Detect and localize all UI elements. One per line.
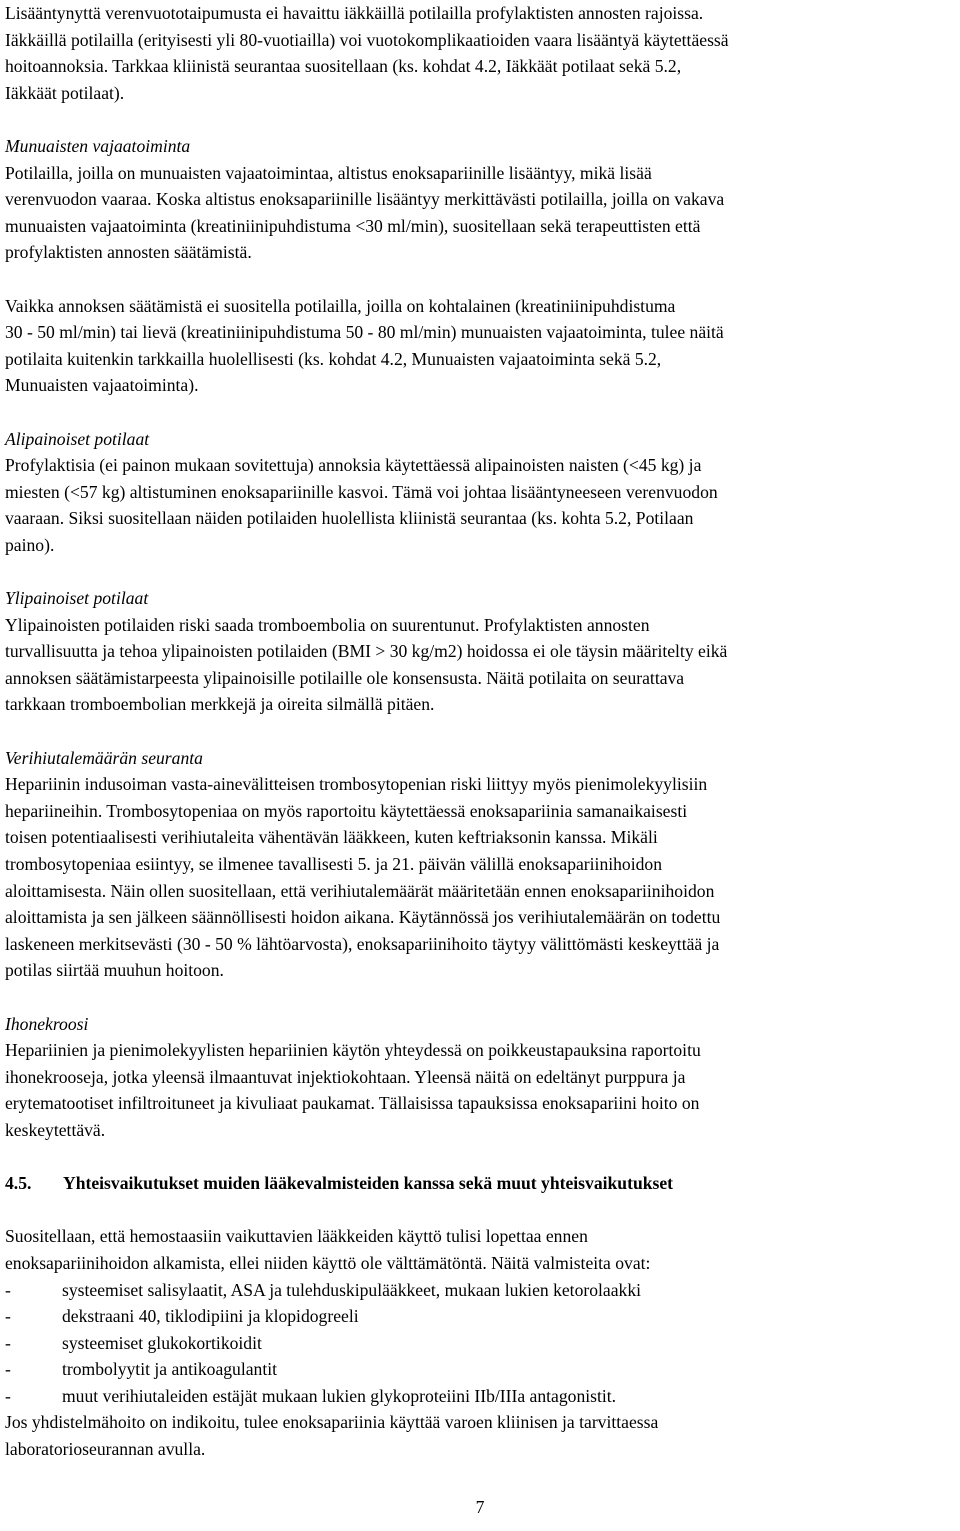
list-item-text: systeemiset salisylaatit, ASA ja tulehduskipulääkkeet, mukaan lukien ketorolaakki [62, 1279, 642, 1300]
text-line: profylaktisten annosten säätämistä. [5, 242, 252, 263]
text-line: hoitoannoksia. Tarkkaa kliinistä seurantaa suositellaan (ks. kohdat 4.2, Iäkkäät potilaat sekä 5.2, [5, 56, 682, 77]
text-line: potilas siirtää muuhun hoitoon. [5, 960, 224, 981]
dash-bullet: - [5, 1385, 11, 1406]
overweight-paragraph [5, 612, 955, 718]
text-line: Ylipainoisten potilaiden riski saada tromboembolia on suurentunut. Profylaktisten annosten [5, 614, 650, 635]
dash-bullet: - [5, 1306, 11, 1327]
text-line: trombosytopeniaa esiintyy, se ilmenee tavallisesti 5. ja 21. päivän välillä enoksapariinihoidon [5, 854, 662, 874]
text-line: paino). [5, 534, 55, 555]
section-title [5, 1170, 955, 1197]
text-line: munuaisten vajaatoiminta (kreatiniinipuhdistuma <30 ml/min), suositellaan sekä terapeuttisten että [5, 215, 701, 236]
necrosis-heading: Ihonekroosi [5, 1013, 89, 1034]
text-line: hepariineihin. Trombosytopeniaa on myös raportoitu käytettäessä enoksapariinia samanaikaisesti [5, 800, 688, 821]
text-line: aloittamisesta. Näin ollen suositellaan, että verihiutalemäärät määritetään ennen enoksapariinihoidon [5, 880, 715, 901]
renal-paragraph-2 [5, 293, 955, 399]
text-line: keskeytettävä. [5, 1119, 106, 1140]
text-line: Potilailla, joilla on munuaisten vajaatoimintaa, altistus enoksapariinille lisääntyy, mikä lisää [5, 162, 652, 183]
document-page [5, 0, 955, 1463]
text-line: tarkkaan tromboembolian merkkejä ja oireita silmällä pitäen. [5, 694, 435, 715]
platelets-section [5, 745, 955, 984]
list-item-text: muut verihiutaleiden estäjät mukaan lukien glykoproteiini IIb/IIIa antagonistit. [62, 1385, 617, 1406]
text-line: miesten (<57 kg) altistuminen enoksapariinille kasvoi. Tämä voi johtaa lisääntyneeseen verenvuodon [5, 481, 718, 502]
text-line: Profylaktisia (ei painon mukaan sovitettuja) annoksia käytettäessä alipainoisten naisten (<45 kg) ja [5, 455, 702, 476]
section-number: 4.5. [5, 1173, 32, 1194]
text-line: Hepariinien ja pienimolekyylisten hepariinien käytön yhteydessä on poikkeustapauksina raportoitu [5, 1040, 701, 1061]
text-line: ihonekrooseja, jotka yleensä ilmaantuvat injektiokohtaan. Yleensä näitä on edeltänyt purppura ja [5, 1066, 686, 1087]
section-title-text: Yhteisvaikutukset muiden lääkevalmisteiden kanssa sekä muut yhteisvaikutukset [63, 1173, 674, 1194]
text-line: erytematootiset infiltroituneet ja kivuliaat paukamat. Tällaisissa tapauksissa enoksapariini hoito on [5, 1093, 700, 1114]
text-line: Vaikka annoksen säätämistä ei suositella potilailla, joilla on kohtalainen (kreatiniinipuhdistuma [5, 295, 676, 316]
text-line: Iäkkäillä potilailla (erityisesti yli 80-vuotiailla) voi vuotokomplikaatioiden vaara lisääntyä käytettäessä [5, 29, 729, 50]
page-number: 7 [475, 1497, 485, 1517]
list-item [5, 1330, 955, 1357]
necrosis-paragraph [5, 1037, 955, 1143]
drug-list [5, 1277, 955, 1410]
list-item-text: systeemiset glukokortikoidit [62, 1332, 262, 1353]
underweight-heading: Alipainoiset potilaat [5, 428, 150, 449]
underweight-section [5, 426, 955, 559]
list-item [5, 1383, 955, 1410]
intro-paragraph [5, 0, 955, 106]
dash-bullet: - [5, 1359, 11, 1380]
platelets-paragraph [5, 771, 955, 984]
text-line: laboratorioseurannan avulla. [5, 1439, 206, 1460]
renal-paragraph-1 [5, 160, 955, 266]
renal-heading: Munuaisten vajaatoiminta [5, 135, 191, 156]
text-line: potilaita kuitenkin tarkkailla huolellisesti (ks. kohdat 4.2, Munuaisten vajaatoiminta sekä 5.2, [5, 348, 662, 369]
section-intro [5, 1223, 955, 1276]
text-line: Lisääntynyttä verenvuototaipumusta ei havaittu iäkkäillä potilailla profylaktisten annosten rajoissa. [5, 3, 704, 23]
text-line: enoksapariinihoidon alkamista, ellei niiden käyttö ole välttämätöntä. Näitä valmisteita ovat: [5, 1252, 651, 1273]
underweight-paragraph [5, 452, 955, 558]
section-4-5 [5, 1170, 955, 1463]
text-line: 30 - 50 ml/min) tai lievä (kreatiniinipuhdistuma 50 - 80 ml/min) munuaisten vajaatoiminta, tulee näitä [5, 322, 724, 343]
section-outro [5, 1409, 955, 1462]
renal-section [5, 133, 955, 399]
dash-bullet: - [5, 1332, 11, 1353]
text-line: turvallisuutta ja tehoa ylipainoisten potilaiden (BMI > 30 kg/m2) hoidossa ei ole täysin määritelty eikä [5, 641, 728, 662]
text-line: vaaraan. Siksi suositellaan näiden potilaiden huolellista kliinistä seurantaa (ks. kohta 5.2, Potilaan [5, 508, 694, 529]
text-line: Iäkkäät potilaat). [5, 82, 125, 103]
overweight-section [5, 585, 955, 718]
text-line: Munuaisten vajaatoiminta). [5, 375, 199, 396]
platelets-heading: Verihiutalemäärän seuranta [5, 747, 203, 768]
text-line: toisen potentiaalisesti verihiutaleita vähentävän lääkkeen, kuten keftriaksonin kanssa. Mikäli [5, 827, 658, 848]
list-item [5, 1356, 955, 1383]
list-item [5, 1277, 955, 1304]
overweight-heading: Ylipainoiset potilaat [5, 588, 149, 609]
text-line: laskeneen merkitsevästi (30 - 50 % lähtöarvosta), enoksapariinihoito täytyy välittömästi keskeyttää ja [5, 933, 720, 954]
list-item-text: dekstraani 40, tiklodipiini ja klopidogreeli [62, 1306, 359, 1327]
list-item [5, 1303, 955, 1330]
text-line: Jos yhdistelmähoito on indikoitu, tulee enoksapariinia käyttää varoen kliinisen ja tarvittaessa [5, 1412, 659, 1433]
text-line: Hepariinin indusoiman vasta-ainevälitteisen trombosytopenian riski liittyy myös pienimolekyylisiin [5, 774, 708, 795]
text-line: Suositellaan, että hemostaasiin vaikuttavien lääkkeiden käyttö tulisi lopettaa ennen [5, 1226, 588, 1247]
text-line: aloittamista ja sen jälkeen säännöllisesti hoidon aikana. Käytännössä jos verihiutalemäärän on todettu [5, 907, 721, 928]
text-line: annoksen säätämistarpeesta ylipainoisille potilaille ole konsensusta. Näitä potilaita on seurattava [5, 667, 685, 688]
text-line: verenvuodon vaaraa. Koska altistus enoksapariinille lisääntyy merkittävästi potilailla, joilla on vakava [5, 189, 725, 210]
necrosis-section [5, 1011, 955, 1144]
list-item-text: trombolyytit ja antikoagulantit [62, 1359, 277, 1380]
dash-bullet: - [5, 1279, 11, 1300]
